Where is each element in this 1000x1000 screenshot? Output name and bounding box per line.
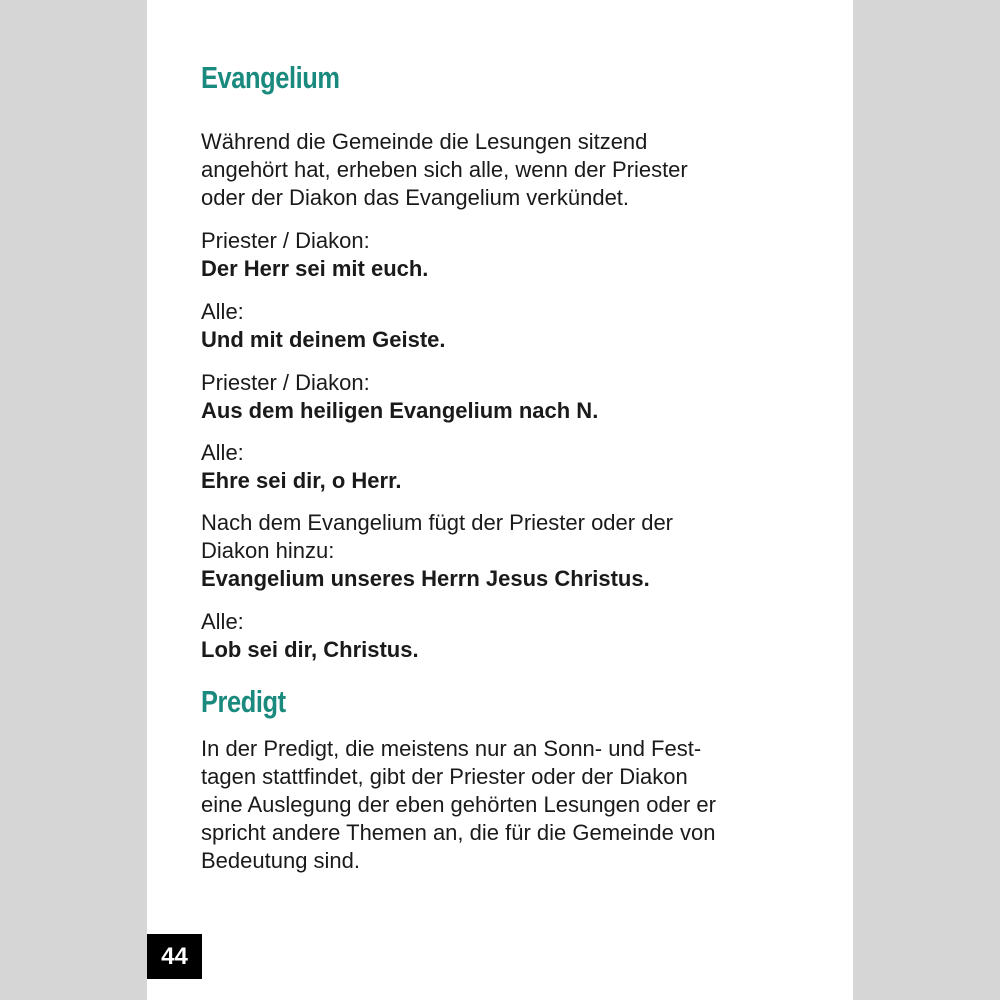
response-line: Und mit deinem Geiste. <box>201 327 446 352</box>
speaker-label: Priester / Diakon: <box>201 228 370 253</box>
evangelium-intro: Während die Gemeinde die Lesungen sitzend angehört hat, erheben sich alle, wenn der Priester oder der Diakon das Evangelium verkündet. <box>201 129 688 210</box>
speaker-label: Alle: <box>201 609 244 634</box>
speaker-label: Priester / Diakon: <box>201 370 370 395</box>
speaker-label: Nach dem Evangelium fügt der Priester oder der Diakon hinzu: <box>201 510 674 563</box>
heading-evangelium: Evangelium <box>201 60 340 95</box>
speaker-label: Alle: <box>201 299 244 324</box>
book-page <box>147 0 853 1000</box>
predigt-body: In der Predigt, die meistens nur an Sonn- und Fest- tagen stattfindet, gibt der Priester oder der Diakon eine Auslegung der eben gehörten Lesungen oder er spricht andere Themen an, die für die Gemeinde von Bedeutung sind. <box>201 736 716 873</box>
heading-predigt: Predigt <box>201 684 286 719</box>
response-line: Der Herr sei mit euch. <box>201 256 429 281</box>
page-number: 44 <box>147 934 202 979</box>
speaker-label: Alle: <box>201 440 244 465</box>
response-line: Evangelium unseres Herrn Jesus Christus. <box>201 566 650 591</box>
response-line: Aus dem heiligen Evangelium nach N. <box>201 398 599 423</box>
response-line: Ehre sei dir, o Herr. <box>201 468 402 493</box>
response-line: Lob sei dir, Christus. <box>201 637 419 662</box>
